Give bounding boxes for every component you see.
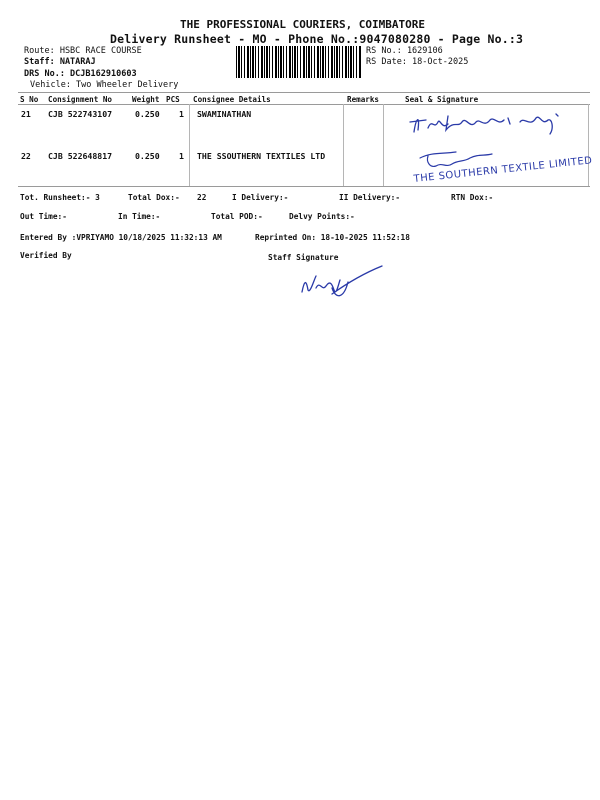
column-header-weight: Weight xyxy=(132,95,160,104)
table-header-border xyxy=(18,104,590,105)
column-divider xyxy=(343,104,344,186)
rs-date: RS Date: 18-Oct-2025 xyxy=(366,57,469,67)
row-consignment-no: CJB 522743107 xyxy=(48,109,113,119)
row-pcs: 1 xyxy=(179,151,184,161)
route-label: Route: HSBC RACE COURSE xyxy=(24,46,142,56)
row-weight: 0.250 xyxy=(135,151,160,161)
document-title: THE PROFESSIONAL COURIERS, COIMBATORE xyxy=(180,18,426,31)
row-sno: 21 xyxy=(21,109,31,119)
out-time-label: Out Time:- xyxy=(20,212,67,221)
drs-number: DRS No.: DCJB162910603 xyxy=(24,69,137,79)
row-weight: 0.250 xyxy=(135,109,160,119)
total-dox-value: 22 xyxy=(197,193,207,202)
rtn-dox-label: RTN Dox:- xyxy=(451,193,494,202)
column-header-consignee: Consignee Details xyxy=(193,95,271,104)
barcode xyxy=(236,46,362,78)
column-header-remarks: Remarks xyxy=(347,95,380,104)
staff-signature xyxy=(296,264,386,304)
in-time-label: In Time:- xyxy=(118,212,161,221)
column-header-consignment: Consignment No xyxy=(48,95,113,104)
column-divider xyxy=(588,104,589,186)
vehicle-label: Vehicle: Two Wheeler Delivery xyxy=(30,80,179,90)
column-header-pcs: PCS xyxy=(166,95,180,104)
row-consignee: THE SSOUTHERN TEXTILES LTD xyxy=(197,151,326,161)
column-divider xyxy=(383,104,384,186)
stamp-text: THE SOUTHERN TEXTILE LIMITED xyxy=(413,155,594,185)
recipient-signature xyxy=(404,108,580,138)
row-sno: 22 xyxy=(21,151,31,161)
column-divider xyxy=(189,104,190,186)
runsheet-subtitle: Delivery Runsheet - MO - Phone No.:9047080280 - Page No.:3 xyxy=(110,32,524,46)
total-pod-label: Total POD:- xyxy=(211,212,263,221)
total-dox-label: Total Dox:- xyxy=(128,193,180,202)
verified-by-label: Verified By xyxy=(20,251,72,260)
row-consignee: SWAMINATHAN xyxy=(197,109,252,119)
staff-signature-label: Staff Signature xyxy=(268,253,339,262)
entered-by: Entered By :VPRIYAMO 10/18/2025 11:32:13 AM xyxy=(20,233,222,242)
row-pcs: 1 xyxy=(179,109,184,119)
delivery-points-label: Delvy Points:- xyxy=(289,212,355,221)
reprinted-on: Reprinted On: 18-10-2025 11:52:18 xyxy=(255,233,410,242)
column-header-seal-signature: Seal & Signature xyxy=(405,95,479,104)
column-header-sno: S No xyxy=(20,95,39,104)
company-stamp xyxy=(412,148,594,188)
rs-number: RS No.: 1629106 xyxy=(366,46,443,56)
staff-label: Staff: NATARAJ xyxy=(24,57,96,67)
table-top-border xyxy=(18,92,590,93)
total-runsheet: Tot. Runsheet:- 3 xyxy=(20,193,100,202)
row-consignment-no: CJB 522648817 xyxy=(48,151,113,161)
first-delivery-label: I Delivery:- xyxy=(232,193,289,202)
second-delivery-label: II Delivery:- xyxy=(339,193,401,202)
